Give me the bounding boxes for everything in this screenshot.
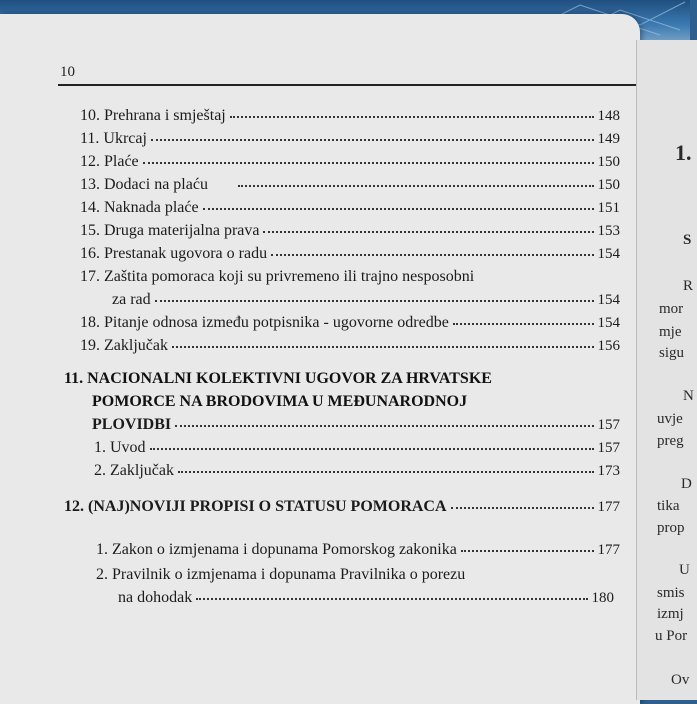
right-fragment: preg xyxy=(657,433,684,449)
toc-entry-page: 151 xyxy=(597,200,620,216)
right-fragment: S xyxy=(683,232,692,248)
toc-entry-label: 14. Naknada plaće xyxy=(80,199,199,216)
toc-entry xyxy=(92,416,620,434)
toc-entry xyxy=(64,498,620,516)
toc-entry-label: 12. Plaće xyxy=(80,153,139,170)
leader-dots xyxy=(151,139,594,141)
toc-entry xyxy=(94,462,620,480)
leader-dots xyxy=(175,425,593,427)
right-fragment: N xyxy=(683,388,694,404)
leader-dots xyxy=(461,550,594,552)
leader-dots xyxy=(143,162,594,164)
leader-dots xyxy=(150,448,594,450)
toc-entry-label: 19. Zaključak xyxy=(80,337,168,354)
toc-entry-page: 177 xyxy=(597,499,620,515)
leader-dots xyxy=(263,231,593,233)
toc-entry xyxy=(80,222,620,240)
leader-dots xyxy=(203,208,594,210)
leader-dots xyxy=(196,598,587,600)
toc-entry-page: 150 xyxy=(597,154,620,170)
toc-entry-page: 154 xyxy=(597,315,620,331)
page-number: 10 xyxy=(60,64,75,80)
toc-entry-page: 173 xyxy=(597,463,620,479)
chapter-title: POMORCE NA BRODOVIMA U MEĐUNARODNOJ xyxy=(92,393,468,410)
toc-entry-label: 10. Prehrana i smještaj xyxy=(80,107,226,124)
leader-dots xyxy=(155,300,594,302)
toc-entry-label: 15. Druga materijalna prava xyxy=(80,222,260,239)
chapter-title: PLOVIDBI xyxy=(92,416,172,433)
toc-entry-label-cont: na dohodak xyxy=(118,589,193,606)
toc-entry xyxy=(80,107,620,125)
chapter-title: 11. NACIONALNI KOLEKTIVNI UGOVOR ZA HRVATSKE xyxy=(64,370,492,387)
chapter-title: 12. (NAJ)NOVIJI PROPISI O STATUSU POMORACA xyxy=(64,498,447,515)
toc-entry-page: 154 xyxy=(597,246,620,262)
toc-entry-label: 17. Zaštita pomoraca koji su privremeno ili trajno nesposobni xyxy=(80,268,475,285)
leader-dots xyxy=(271,254,593,256)
right-fragment: sigu xyxy=(659,345,685,361)
leader-dots xyxy=(451,507,594,509)
right-fragment: prop xyxy=(657,520,685,536)
leader-dots xyxy=(178,471,594,473)
toc-entry-label: 16. Prestanak ugovora o radu xyxy=(80,245,268,262)
toc-entry xyxy=(80,176,620,194)
toc-entry xyxy=(80,199,620,217)
leader-dots xyxy=(230,116,594,118)
toc-entry-page: 156 xyxy=(597,338,620,354)
toc-entry xyxy=(80,337,620,355)
toc-entry xyxy=(80,130,620,148)
toc-entry xyxy=(96,541,620,559)
book-page-right xyxy=(636,40,697,700)
toc-entry-page: 153 xyxy=(597,223,620,239)
toc-entry-page: 177 xyxy=(597,542,620,558)
toc-entry-label: 11. Ukrcaj xyxy=(80,130,147,147)
toc-entry-label: 1. Zakon o izmjenama i dopunama Pomorskog zakonika xyxy=(96,541,457,558)
header-rule xyxy=(58,84,638,86)
toc-entry-page: 150 xyxy=(597,177,620,193)
right-fragment: D xyxy=(681,476,692,492)
toc-entry xyxy=(94,439,620,457)
toc-entry-page: 148 xyxy=(597,108,620,124)
toc-entry-page: 149 xyxy=(597,131,620,147)
right-fragment: uvje xyxy=(657,411,683,427)
toc-entry xyxy=(118,589,614,607)
right-fragment: izmj xyxy=(657,606,684,622)
toc-entry-label-cont: za rad xyxy=(112,291,151,308)
leader-dots xyxy=(453,323,594,325)
toc-entry xyxy=(80,245,620,263)
leader-dots xyxy=(238,185,594,187)
toc-entry-label: 18. Pitanje odnosa između potpisnika - ugovorne odredbe xyxy=(80,314,449,331)
right-fragment: tika xyxy=(657,498,680,514)
right-fragment: Ov xyxy=(671,672,690,688)
right-fragment: 1. xyxy=(675,140,692,165)
leader-dots xyxy=(172,346,594,348)
toc-entry-page: 154 xyxy=(597,292,620,308)
toc-entry xyxy=(80,153,620,171)
right-fragment: U xyxy=(679,562,690,578)
right-fragment: smis xyxy=(657,585,685,601)
toc-entry-page: 157 xyxy=(597,440,620,456)
toc-entry-label: 1. Uvod xyxy=(94,439,146,456)
toc-entry xyxy=(112,291,620,309)
right-fragment: R xyxy=(683,278,694,294)
toc-entry-label: 2. Pravilnik o izmjenama i dopunama Pravilnika o porezu xyxy=(96,566,466,583)
toc-entry-label: 2. Zaključak xyxy=(94,462,174,479)
toc-entry xyxy=(80,314,620,332)
toc-entry-page: 180 xyxy=(591,590,614,606)
toc-entry-label: 13. Dodaci na plaću xyxy=(80,176,208,193)
right-fragment: mje xyxy=(659,324,682,340)
right-fragment: mor xyxy=(659,301,684,317)
right-fragment: u Por xyxy=(655,628,688,644)
toc-entry-page: 157 xyxy=(597,417,620,433)
book-page-left xyxy=(0,14,640,704)
